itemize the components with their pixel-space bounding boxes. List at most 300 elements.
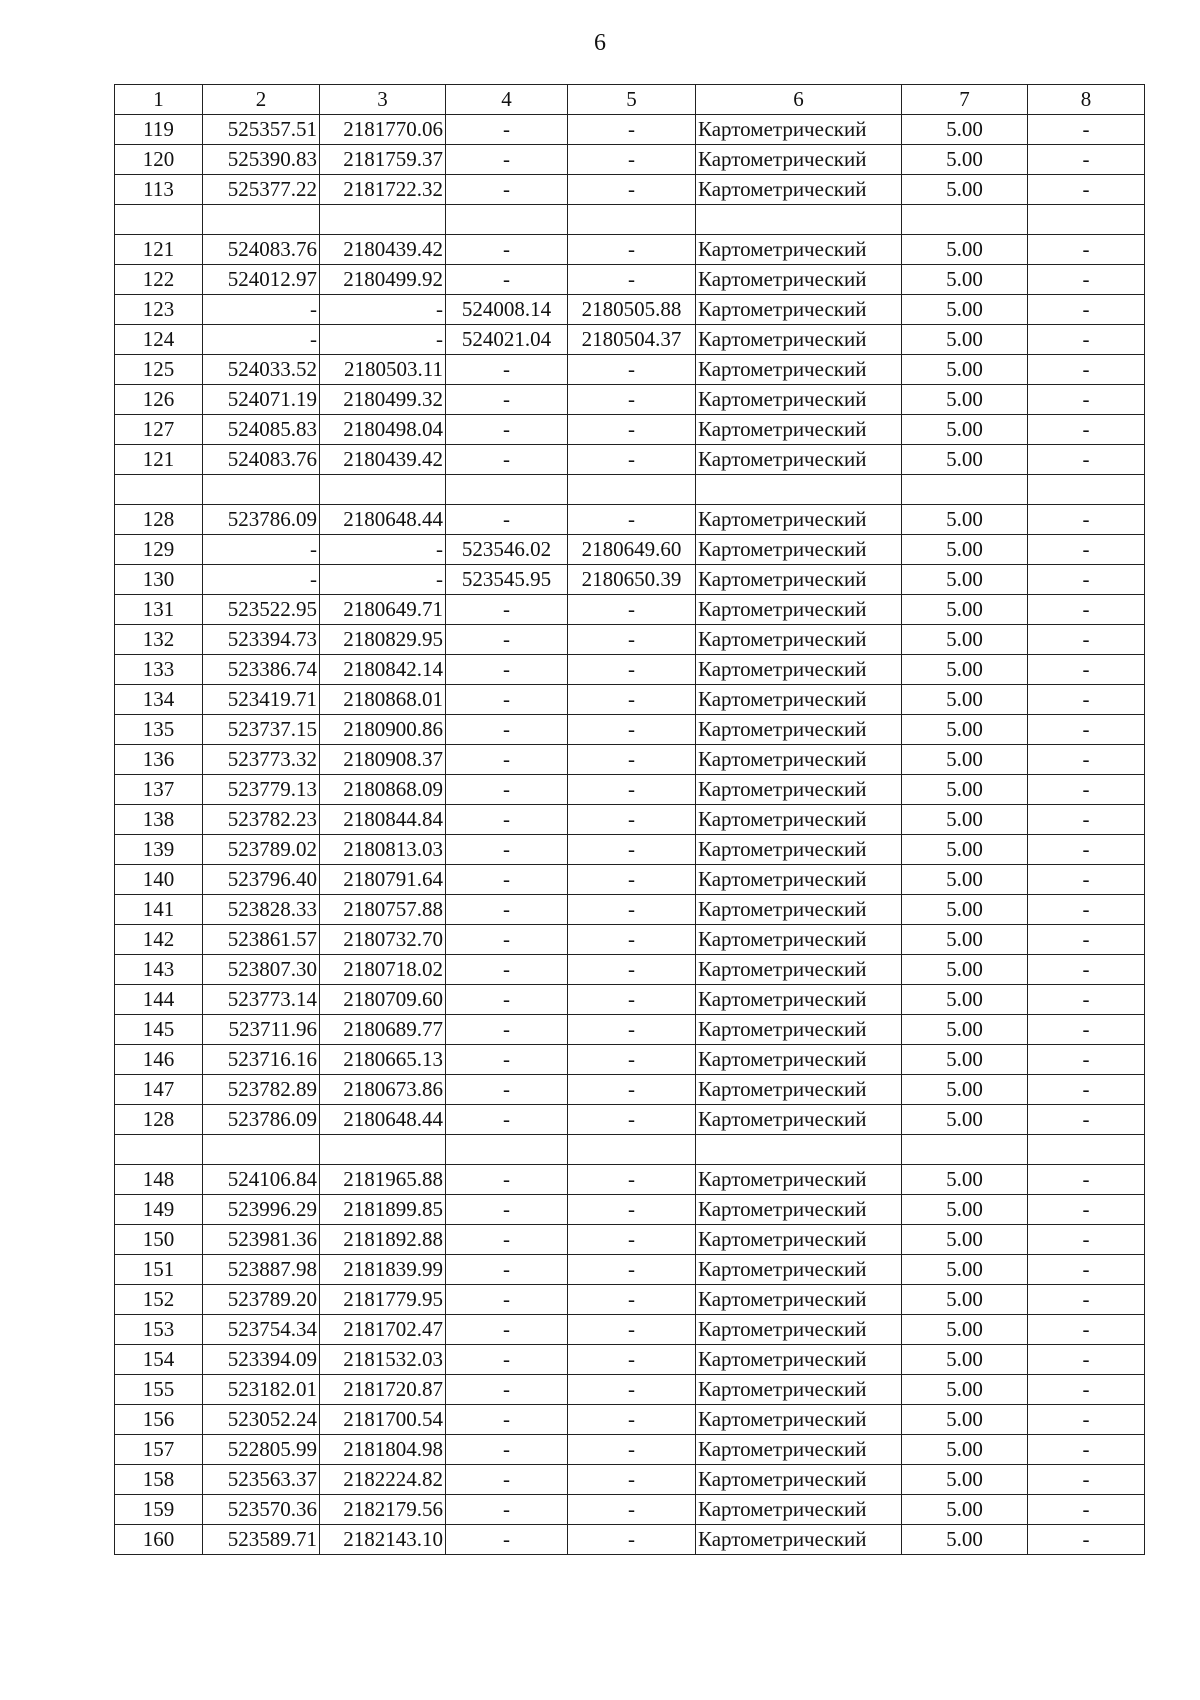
table-row: [115, 1015, 1145, 1045]
cell-x-coordinate: 523996.29: [203, 1195, 320, 1225]
cell-x-coordinate: 523773.32: [203, 745, 320, 775]
cell-new-x-coordinate: 523545.95: [446, 565, 568, 595]
cell-description: -: [1028, 805, 1145, 835]
table-header-row: [115, 85, 1145, 115]
cell-new-y-coordinate: -: [568, 865, 696, 895]
table-row: [115, 805, 1145, 835]
cell-method: Картометрический: [696, 445, 902, 475]
cell-y-coordinate: 2181965.88: [320, 1165, 446, 1195]
cell-new-x-coordinate: -: [446, 445, 568, 475]
cell-new-x-coordinate: -: [446, 115, 568, 145]
cell-new-y-coordinate: -: [568, 1285, 696, 1315]
cell-accuracy: 5.00: [902, 1435, 1028, 1465]
cell-new-x-coordinate: -: [446, 1405, 568, 1435]
cell-new-x-coordinate: [446, 205, 568, 235]
cell-x-coordinate: 523786.09: [203, 1105, 320, 1135]
cell-x-coordinate: 523182.01: [203, 1375, 320, 1405]
cell-method: Картометрический: [696, 1345, 902, 1375]
column-header: 7: [902, 85, 1028, 115]
cell-y-coordinate: 2181702.47: [320, 1315, 446, 1345]
cell-new-x-coordinate: [446, 475, 568, 505]
cell-point-number: 159: [115, 1495, 203, 1525]
table-row: [115, 1105, 1145, 1135]
cell-new-x-coordinate: -: [446, 1465, 568, 1495]
table-row: [115, 1045, 1145, 1075]
cell-new-x-coordinate: -: [446, 505, 568, 535]
cell-y-coordinate: 2181770.06: [320, 115, 446, 145]
cell-y-coordinate: 2180439.42: [320, 235, 446, 265]
cell-y-coordinate: 2180757.88: [320, 895, 446, 925]
cell-new-x-coordinate: -: [446, 1195, 568, 1225]
cell-accuracy: 5.00: [902, 1255, 1028, 1285]
cell-point-number: 143: [115, 955, 203, 985]
cell-point-number: 123: [115, 295, 203, 325]
table-row: [115, 1525, 1145, 1555]
table-row: [115, 415, 1145, 445]
cell-new-y-coordinate: -: [568, 1465, 696, 1495]
cell-point-number: 154: [115, 1345, 203, 1375]
cell-y-coordinate: 2181532.03: [320, 1345, 446, 1375]
cell-accuracy: 5.00: [902, 1105, 1028, 1135]
cell-point-number: 157: [115, 1435, 203, 1465]
cell-x-coordinate: [203, 1135, 320, 1165]
cell-description: -: [1028, 1345, 1145, 1375]
column-header: 3: [320, 85, 446, 115]
cell-new-x-coordinate: -: [446, 1075, 568, 1105]
cell-accuracy: 5.00: [902, 445, 1028, 475]
cell-accuracy: 5.00: [902, 385, 1028, 415]
table-row: [115, 1435, 1145, 1465]
cell-accuracy: 5.00: [902, 865, 1028, 895]
cell-new-y-coordinate: -: [568, 1045, 696, 1075]
cell-new-y-coordinate: -: [568, 505, 696, 535]
column-header: 2: [203, 85, 320, 115]
cell-new-y-coordinate: -: [568, 355, 696, 385]
cell-new-y-coordinate: -: [568, 1435, 696, 1465]
table-row: [115, 1255, 1145, 1285]
cell-new-y-coordinate: -: [568, 835, 696, 865]
cell-y-coordinate: -: [320, 325, 446, 355]
cell-new-x-coordinate: -: [446, 175, 568, 205]
cell-method: Картометрический: [696, 295, 902, 325]
cell-new-y-coordinate: -: [568, 445, 696, 475]
cell-y-coordinate: 2180649.71: [320, 595, 446, 625]
cell-description: -: [1028, 1405, 1145, 1435]
table-row: [115, 1495, 1145, 1525]
cell-point-number: 121: [115, 235, 203, 265]
cell-new-x-coordinate: -: [446, 745, 568, 775]
cell-y-coordinate: 2180829.95: [320, 625, 446, 655]
cell-accuracy: 5.00: [902, 505, 1028, 535]
cell-new-y-coordinate: -: [568, 685, 696, 715]
cell-accuracy: 5.00: [902, 1225, 1028, 1255]
cell-y-coordinate: 2181720.87: [320, 1375, 446, 1405]
cell-description: -: [1028, 355, 1145, 385]
cell-new-x-coordinate: -: [446, 1165, 568, 1195]
cell-new-y-coordinate: -: [568, 1255, 696, 1285]
cell-point-number: 113: [115, 175, 203, 205]
cell-new-x-coordinate: -: [446, 1105, 568, 1135]
cell-point-number: 152: [115, 1285, 203, 1315]
cell-point-number: 141: [115, 895, 203, 925]
table-row: [115, 895, 1145, 925]
cell-x-coordinate: -: [203, 565, 320, 595]
cell-accuracy: 5.00: [902, 1405, 1028, 1435]
cell-description: -: [1028, 865, 1145, 895]
table-row: [115, 625, 1145, 655]
cell-point-number: [115, 475, 203, 505]
cell-accuracy: 5.00: [902, 985, 1028, 1015]
cell-new-x-coordinate: -: [446, 925, 568, 955]
cell-new-x-coordinate: -: [446, 1225, 568, 1255]
cell-point-number: 130: [115, 565, 203, 595]
cell-accuracy: 5.00: [902, 1375, 1028, 1405]
cell-accuracy: 5.00: [902, 295, 1028, 325]
cell-point-number: 131: [115, 595, 203, 625]
cell-method: Картометрический: [696, 1525, 902, 1555]
cell-new-x-coordinate: -: [446, 655, 568, 685]
cell-x-coordinate: 525390.83: [203, 145, 320, 175]
cell-new-x-coordinate: 523546.02: [446, 535, 568, 565]
cell-method: Картометрический: [696, 745, 902, 775]
cell-point-number: 142: [115, 925, 203, 955]
table-row: [115, 175, 1145, 205]
cell-method: [696, 1135, 902, 1165]
cell-new-y-coordinate: -: [568, 145, 696, 175]
column-header: 5: [568, 85, 696, 115]
cell-accuracy: 5.00: [902, 835, 1028, 865]
cell-method: Картометрический: [696, 865, 902, 895]
cell-y-coordinate: 2181839.99: [320, 1255, 446, 1285]
table-row: [115, 355, 1145, 385]
cell-description: -: [1028, 1525, 1145, 1555]
cell-new-y-coordinate: -: [568, 1165, 696, 1195]
cell-new-x-coordinate: -: [446, 415, 568, 445]
table-row: [115, 1345, 1145, 1375]
cell-point-number: 147: [115, 1075, 203, 1105]
column-header: 8: [1028, 85, 1145, 115]
cell-new-y-coordinate: -: [568, 1495, 696, 1525]
cell-accuracy: [902, 1135, 1028, 1165]
cell-description: -: [1028, 655, 1145, 685]
cell-x-coordinate: 523782.23: [203, 805, 320, 835]
cell-point-number: 160: [115, 1525, 203, 1555]
cell-x-coordinate: 523789.02: [203, 835, 320, 865]
cell-point-number: 137: [115, 775, 203, 805]
cell-description: -: [1028, 295, 1145, 325]
table-row: [115, 775, 1145, 805]
cell-new-y-coordinate: -: [568, 955, 696, 985]
cell-accuracy: [902, 475, 1028, 505]
cell-accuracy: 5.00: [902, 745, 1028, 775]
cell-new-y-coordinate: -: [568, 175, 696, 205]
cell-x-coordinate: 523394.73: [203, 625, 320, 655]
cell-y-coordinate: 2181722.32: [320, 175, 446, 205]
cell-x-coordinate: -: [203, 325, 320, 355]
cell-y-coordinate: 2180900.86: [320, 715, 446, 745]
cell-description: [1028, 475, 1145, 505]
table-row: [115, 565, 1145, 595]
table-row: [115, 115, 1145, 145]
table-row: [115, 715, 1145, 745]
table-separator-row: [115, 1135, 1145, 1165]
cell-method: Картометрический: [696, 775, 902, 805]
cell-new-x-coordinate: 524021.04: [446, 325, 568, 355]
cell-x-coordinate: 524012.97: [203, 265, 320, 295]
cell-y-coordinate: 2181759.37: [320, 145, 446, 175]
cell-x-coordinate: [203, 475, 320, 505]
table-body: [115, 115, 1145, 1555]
table-row: [115, 955, 1145, 985]
cell-description: -: [1028, 625, 1145, 655]
cell-new-x-coordinate: -: [446, 1045, 568, 1075]
cell-point-number: 153: [115, 1315, 203, 1345]
cell-point-number: 138: [115, 805, 203, 835]
cell-accuracy: 5.00: [902, 265, 1028, 295]
cell-description: -: [1028, 325, 1145, 355]
cell-description: -: [1028, 1375, 1145, 1405]
cell-y-coordinate: 2180648.44: [320, 1105, 446, 1135]
cell-new-x-coordinate: -: [446, 715, 568, 745]
cell-method: Картометрический: [696, 715, 902, 745]
cell-description: -: [1028, 1465, 1145, 1495]
cell-x-coordinate: 523786.09: [203, 505, 320, 535]
table-row: [115, 685, 1145, 715]
cell-new-x-coordinate: -: [446, 265, 568, 295]
cell-new-y-coordinate: -: [568, 265, 696, 295]
cell-description: -: [1028, 145, 1145, 175]
cell-x-coordinate: 523737.15: [203, 715, 320, 745]
cell-y-coordinate: 2181804.98: [320, 1435, 446, 1465]
cell-method: Картометрический: [696, 385, 902, 415]
cell-point-number: 144: [115, 985, 203, 1015]
cell-accuracy: 5.00: [902, 595, 1028, 625]
cell-description: -: [1028, 745, 1145, 775]
cell-description: -: [1028, 1015, 1145, 1045]
cell-description: -: [1028, 1315, 1145, 1345]
table-row: [115, 1405, 1145, 1435]
column-header: 6: [696, 85, 902, 115]
cell-y-coordinate: 2180868.01: [320, 685, 446, 715]
cell-point-number: 158: [115, 1465, 203, 1495]
cell-accuracy: 5.00: [902, 1525, 1028, 1555]
cell-method: Картометрический: [696, 1075, 902, 1105]
cell-accuracy: 5.00: [902, 715, 1028, 745]
cell-accuracy: 5.00: [902, 1075, 1028, 1105]
cell-point-number: 149: [115, 1195, 203, 1225]
cell-description: -: [1028, 1075, 1145, 1105]
cell-description: -: [1028, 1435, 1145, 1465]
cell-new-y-coordinate: [568, 205, 696, 235]
cell-point-number: 156: [115, 1405, 203, 1435]
cell-new-x-coordinate: -: [446, 595, 568, 625]
table-row: [115, 385, 1145, 415]
cell-y-coordinate: 2180844.84: [320, 805, 446, 835]
cell-x-coordinate: 523779.13: [203, 775, 320, 805]
cell-accuracy: 5.00: [902, 655, 1028, 685]
cell-point-number: 125: [115, 355, 203, 385]
cell-method: Картометрический: [696, 595, 902, 625]
cell-method: Картометрический: [696, 925, 902, 955]
cell-y-coordinate: 2180689.77: [320, 1015, 446, 1045]
cell-new-x-coordinate: -: [446, 1285, 568, 1315]
cell-point-number: 134: [115, 685, 203, 715]
cell-point-number: [115, 1135, 203, 1165]
table-row: [115, 925, 1145, 955]
cell-new-y-coordinate: -: [568, 655, 696, 685]
cell-point-number: 127: [115, 415, 203, 445]
table-row: [115, 865, 1145, 895]
cell-y-coordinate: -: [320, 295, 446, 325]
cell-new-x-coordinate: -: [446, 1495, 568, 1525]
cell-method: Картометрический: [696, 1465, 902, 1495]
cell-accuracy: 5.00: [902, 325, 1028, 355]
table-separator-row: [115, 475, 1145, 505]
cell-description: -: [1028, 535, 1145, 565]
cell-method: Картометрический: [696, 1285, 902, 1315]
cell-accuracy: 5.00: [902, 415, 1028, 445]
cell-point-number: 119: [115, 115, 203, 145]
cell-y-coordinate: 2180791.64: [320, 865, 446, 895]
cell-description: -: [1028, 1285, 1145, 1315]
cell-y-coordinate: 2180813.03: [320, 835, 446, 865]
cell-method: Картометрический: [696, 1435, 902, 1465]
cell-y-coordinate: 2180648.44: [320, 505, 446, 535]
cell-y-coordinate: 2180499.92: [320, 265, 446, 295]
cell-y-coordinate: 2180498.04: [320, 415, 446, 445]
cell-method: Картометрический: [696, 325, 902, 355]
cell-x-coordinate: 523386.74: [203, 655, 320, 685]
cell-x-coordinate: 523589.71: [203, 1525, 320, 1555]
cell-point-number: 151: [115, 1255, 203, 1285]
cell-description: -: [1028, 235, 1145, 265]
cell-method: Картометрический: [696, 1495, 902, 1525]
cell-x-coordinate: 523522.95: [203, 595, 320, 625]
cell-accuracy: 5.00: [902, 625, 1028, 655]
cell-accuracy: 5.00: [902, 175, 1028, 205]
cell-new-y-coordinate: 2180504.37: [568, 325, 696, 355]
cell-accuracy: 5.00: [902, 1045, 1028, 1075]
cell-new-y-coordinate: -: [568, 745, 696, 775]
cell-x-coordinate: 523782.89: [203, 1075, 320, 1105]
cell-new-x-coordinate: -: [446, 1015, 568, 1045]
cell-method: Картометрический: [696, 115, 902, 145]
cell-x-coordinate: 524071.19: [203, 385, 320, 415]
cell-description: -: [1028, 895, 1145, 925]
cell-point-number: 132: [115, 625, 203, 655]
table-row: [115, 265, 1145, 295]
cell-new-y-coordinate: -: [568, 385, 696, 415]
cell-y-coordinate: 2180732.70: [320, 925, 446, 955]
cell-y-coordinate: 2182179.56: [320, 1495, 446, 1525]
cell-accuracy: 5.00: [902, 1165, 1028, 1195]
cell-x-coordinate: 524106.84: [203, 1165, 320, 1195]
cell-y-coordinate: 2180439.42: [320, 445, 446, 475]
cell-x-coordinate: 522805.99: [203, 1435, 320, 1465]
cell-x-coordinate: -: [203, 295, 320, 325]
cell-x-coordinate: 523716.16: [203, 1045, 320, 1075]
cell-x-coordinate: -: [203, 535, 320, 565]
cell-accuracy: 5.00: [902, 925, 1028, 955]
cell-new-x-coordinate: -: [446, 385, 568, 415]
cell-y-coordinate: 2182224.82: [320, 1465, 446, 1495]
table-row: [115, 655, 1145, 685]
cell-new-y-coordinate: -: [568, 1195, 696, 1225]
cell-y-coordinate: 2182143.10: [320, 1525, 446, 1555]
cell-x-coordinate: 523563.37: [203, 1465, 320, 1495]
cell-method: Картометрический: [696, 1255, 902, 1285]
cell-method: Картометрический: [696, 895, 902, 925]
table-row: [115, 835, 1145, 865]
cell-point-number: 129: [115, 535, 203, 565]
cell-point-number: 136: [115, 745, 203, 775]
cell-x-coordinate: 523570.36: [203, 1495, 320, 1525]
cell-point-number: 145: [115, 1015, 203, 1045]
cell-new-x-coordinate: -: [446, 1435, 568, 1465]
cell-new-x-coordinate: -: [446, 955, 568, 985]
table-row: [115, 595, 1145, 625]
cell-description: -: [1028, 955, 1145, 985]
cell-y-coordinate: -: [320, 565, 446, 595]
cell-point-number: 128: [115, 1105, 203, 1135]
cell-x-coordinate: 523981.36: [203, 1225, 320, 1255]
cell-method: Картометрический: [696, 1015, 902, 1045]
cell-new-x-coordinate: -: [446, 835, 568, 865]
cell-accuracy: 5.00: [902, 685, 1028, 715]
cell-new-y-coordinate: -: [568, 1225, 696, 1255]
cell-accuracy: 5.00: [902, 145, 1028, 175]
cell-y-coordinate: 2180842.14: [320, 655, 446, 685]
cell-description: -: [1028, 835, 1145, 865]
cell-y-coordinate: 2180908.37: [320, 745, 446, 775]
cell-method: Картометрический: [696, 565, 902, 595]
cell-method: [696, 475, 902, 505]
cell-new-x-coordinate: -: [446, 1525, 568, 1555]
cell-y-coordinate: 2181892.88: [320, 1225, 446, 1255]
cell-new-y-coordinate: -: [568, 415, 696, 445]
cell-y-coordinate: [320, 205, 446, 235]
cell-point-number: 155: [115, 1375, 203, 1405]
cell-point-number: 148: [115, 1165, 203, 1195]
cell-accuracy: 5.00: [902, 535, 1028, 565]
cell-x-coordinate: 524083.76: [203, 235, 320, 265]
table-row: [115, 295, 1145, 325]
cell-description: -: [1028, 565, 1145, 595]
cell-point-number: 122: [115, 265, 203, 295]
cell-point-number: 140: [115, 865, 203, 895]
cell-point-number: 126: [115, 385, 203, 415]
cell-accuracy: 5.00: [902, 1345, 1028, 1375]
cell-x-coordinate: 523419.71: [203, 685, 320, 715]
table-row: [115, 325, 1145, 355]
cell-accuracy: 5.00: [902, 955, 1028, 985]
cell-new-x-coordinate: -: [446, 235, 568, 265]
cell-y-coordinate: 2180665.13: [320, 1045, 446, 1075]
cell-method: Картометрический: [696, 175, 902, 205]
cell-point-number: 139: [115, 835, 203, 865]
cell-x-coordinate: 523394.09: [203, 1345, 320, 1375]
cell-description: -: [1028, 775, 1145, 805]
cell-method: Картометрический: [696, 835, 902, 865]
table-row: [115, 505, 1145, 535]
cell-point-number: 120: [115, 145, 203, 175]
page-number: 6: [594, 30, 606, 56]
cell-y-coordinate: [320, 1135, 446, 1165]
cell-new-y-coordinate: -: [568, 895, 696, 925]
cell-x-coordinate: 523754.34: [203, 1315, 320, 1345]
cell-description: -: [1028, 1045, 1145, 1075]
cell-method: Картометрический: [696, 805, 902, 835]
